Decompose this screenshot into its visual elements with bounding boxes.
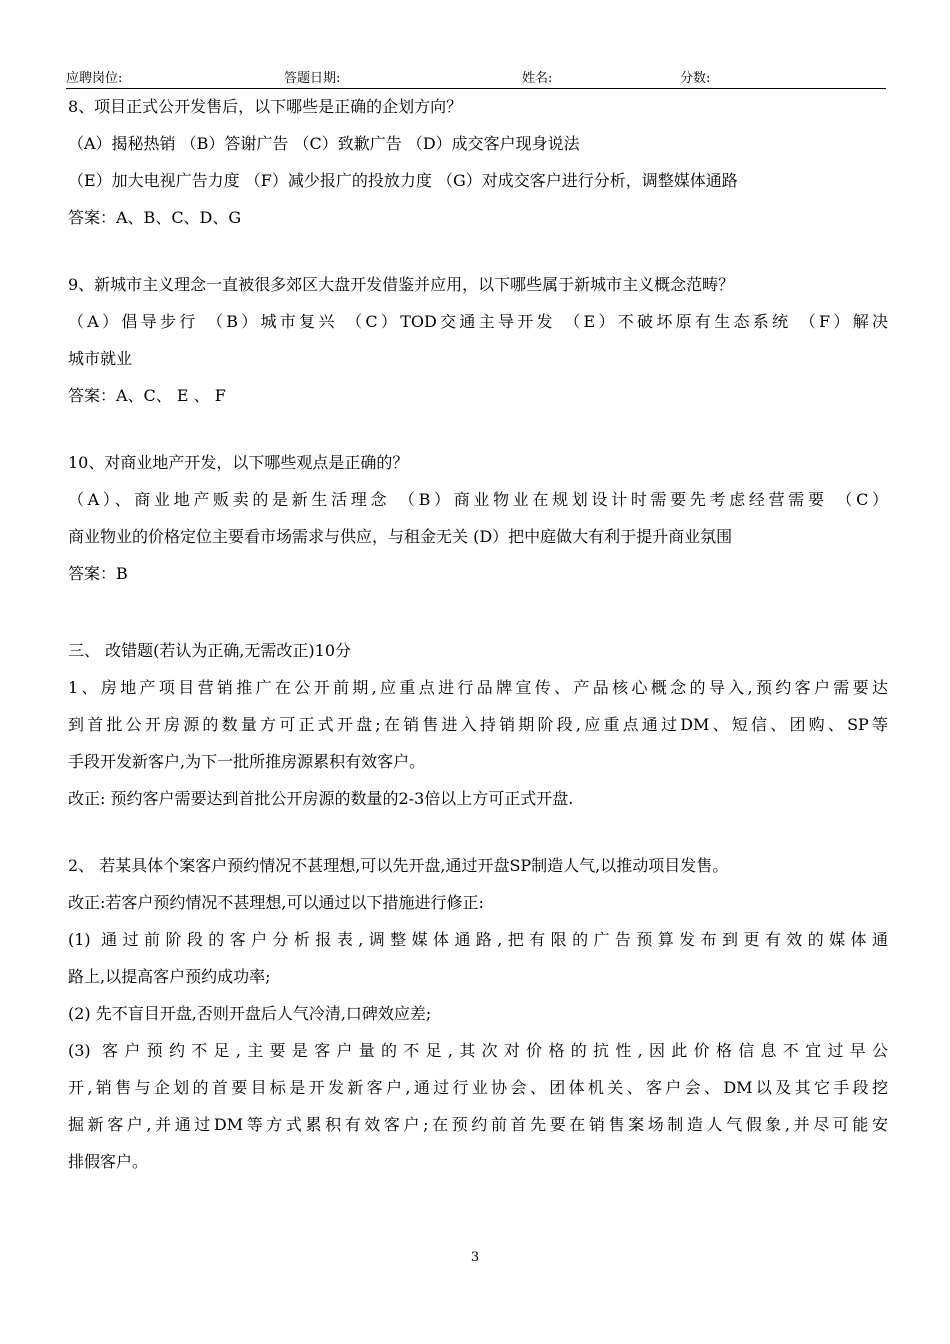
q9-options-line2: 城市就业 xyxy=(68,349,133,368)
q10-options-line1: （A）、商业地产贩卖的是新生活理念 （B）商业物业在规划设计时需要先考虑经营需要 （C） xyxy=(68,490,888,509)
s3-item1-line3: 手段开发新客户,为下一批所推房源累积有效客户。 xyxy=(68,752,426,771)
q8-answer: 答案：A、B、C、D、G xyxy=(68,208,242,227)
section3-title: 三、 改错题(若认为正确,无需改正)10分 xyxy=(68,641,352,660)
s3-item2-p1-line2: 路上,以提高客户预约成功率; xyxy=(68,967,271,986)
q8-question: 8、项目正式公开发售后，以下哪些是正确的企划方向？ xyxy=(68,97,463,116)
name-label: 姓名: xyxy=(522,71,553,86)
s3-item2-p3-line3: 掘新客户,并通过DM等方式累积有效客户;在预约前首先要在销售案场制造人气假象,并尽可能安 xyxy=(68,1115,888,1134)
q10-question: 10、对商业地产开发，以下哪些观点是正确的？ xyxy=(68,453,409,472)
q8-options-line1: （A）揭秘热销 （B）答谢广告 （C）致歉广告 （D）成交客户现身说法 xyxy=(68,134,580,153)
spacer xyxy=(68,817,888,847)
spacer xyxy=(68,414,888,444)
s3-item2-p3-line4: 排假客户。 xyxy=(68,1152,149,1171)
s3-item1-line2: 到首批公开房源的数量方可正式开盘;在销售进入持销期阶段,应重点通过DM、短信、团购、SP等 xyxy=(68,715,888,734)
s3-item2-line1: 2、 若某具体个案客户预约情况不甚理想,可以先开盘,通过开盘SP制造人气,以推动项目发售。 xyxy=(68,856,729,875)
page-number: 3 xyxy=(470,1250,480,1265)
s3-item2-correction: 改正:若客户预约情况不甚理想,可以通过以下措施进行修正: xyxy=(68,893,484,912)
s3-item1-correction: 改正: 预约客户需要达到首批公开房源的数量的2-3倍以上方可正式开盘. xyxy=(68,789,574,808)
spacer xyxy=(68,236,888,266)
s3-item2-p3-line1: (3) 客户预约不足,主要是客户量的不足,其次对价格的抗性,因此价格信息不宜过早公 xyxy=(68,1041,888,1060)
s3-item2-p2: (2) 先不盲目开盘,否则开盘后人气冷清,口碑效应差; xyxy=(68,1004,432,1023)
q10-answer: 答案：B xyxy=(68,564,128,583)
q8-options-line2: （E）加大电视广告力度 （F）减少报广的投放力度 （G）对成交客户进行分析，调整媒体通路 xyxy=(68,171,738,190)
q10-options-line2: 商业物业的价格定位主要看市场需求与供应，与租金无关 (D）把中庭做大有利于提升商业氛围 xyxy=(68,527,733,546)
q9-answer: 答案：A、C、 E 、 F xyxy=(68,386,226,405)
q9-options-line1: （A）倡导步行 （B）城市复兴 （C）TOD交通主导开发 （E）不破坏原有生态系统 （F）解决 xyxy=(68,312,888,331)
s3-item2-p3-line2: 开,销售与企划的首要目标是开发新客户,通过行业协会、团体机关、客户会、DM以及其它手段挖 xyxy=(68,1078,888,1097)
q9-question: 9、新城市主义理念一直被很多郊区大盘开发借鉴并应用，以下哪些属于新城市主义概念范畴？ xyxy=(68,275,735,294)
date-label: 答题日期: xyxy=(284,71,341,86)
document-body xyxy=(68,88,888,1180)
spacer xyxy=(68,592,888,632)
s3-item1-line1: 1、房地产项目营销推广在公开前期,应重点进行品牌宣传、产品核心概念的导入,预约客户需要达 xyxy=(68,678,888,697)
s3-item2-p1-line1: (1) 通过前阶段的客户分析报表,调整媒体通路,把有限的广告预算发布到更有效的媒体通 xyxy=(68,930,888,949)
score-label: 分数: xyxy=(680,71,711,86)
answer-sheet-header xyxy=(66,70,886,89)
position-label: 应聘岗位: xyxy=(66,71,123,86)
